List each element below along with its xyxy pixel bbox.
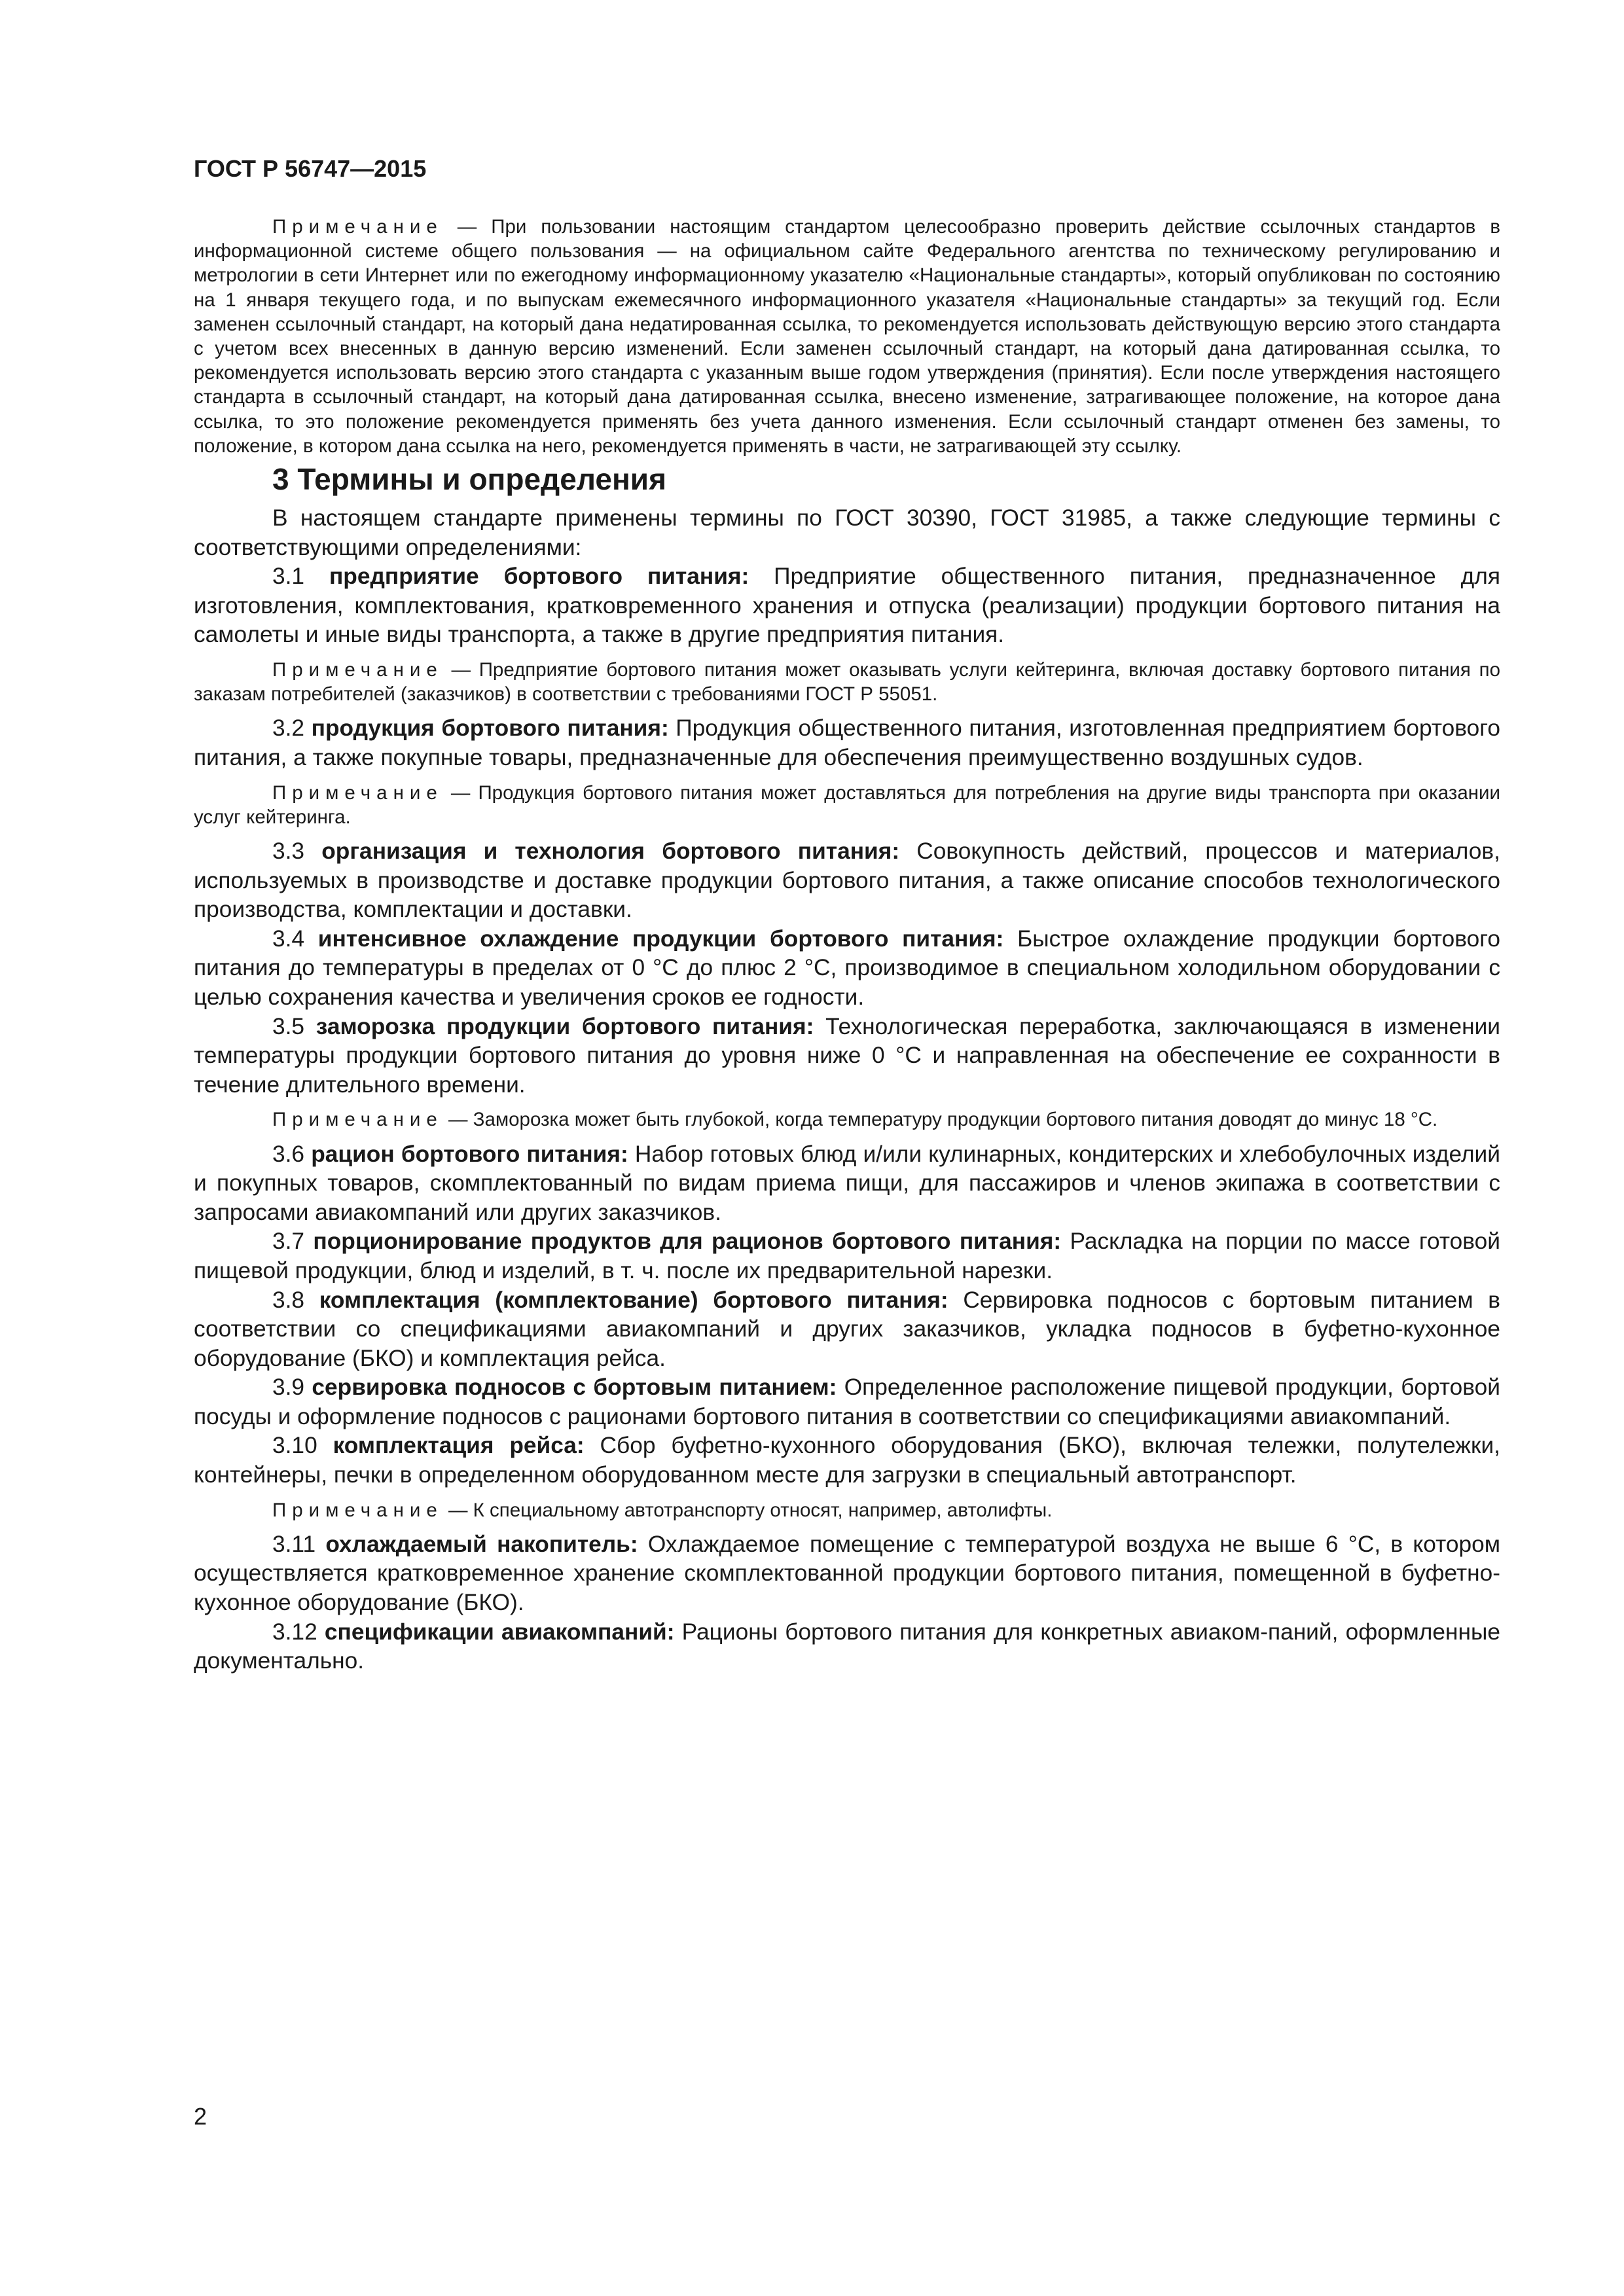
term-name: спецификации авиакомпаний: — [324, 1619, 675, 1645]
term-name: сервировка подносов с бортовым питанием: — [312, 1374, 837, 1401]
page-number: 2 — [194, 2103, 208, 2130]
term-definition: Определенное расположение пищевой продукции, бортовой посуды и оформление подносов с рационами бортового питания в соответствии со спецификациями авиакомпаний. — [194, 1374, 1501, 1429]
term-3-11 — [194, 1530, 1500, 1618]
note-label: Примечание — [272, 216, 443, 238]
note-3-5 — [194, 1107, 1500, 1132]
term-number: 3.12 — [272, 1619, 325, 1645]
term-definition: Рационы бортового питания для конкретных авиаком-паний, оформленные документально. — [194, 1619, 1500, 1674]
term-number: 3.3 — [272, 838, 322, 864]
term-number: 3.6 — [272, 1141, 312, 1167]
term-name: предприятие бортового питания: — [329, 564, 749, 590]
term-definition: Сервировка подносов с бортовым питанием в соответствии со спецификациями авиакомпаний и других заказчиков, укладка подносов в буфетно-кухонное оборудование (БКО) и комплектация рейса. — [194, 1287, 1500, 1371]
note-label: Примечание — [272, 659, 443, 681]
note-text: — Предприятие бортового питания может оказывать услуги кейтеринга, включая доставку бортового питания по заказам потребителей (заказчиков) в соответствии с требованиями ГОСТ Р 55051. — [194, 659, 1500, 706]
term-number: 3.10 — [272, 1433, 333, 1459]
document-header: ГОСТ Р 56747—2015 — [194, 155, 427, 182]
term-3-4 — [194, 925, 1500, 1013]
term-name: организация и технология бортового питания: — [321, 838, 900, 864]
term-name: порционирование продуктов для рационов бортового питания: — [313, 1229, 1062, 1255]
term-3-10 — [194, 1431, 1500, 1490]
term-3-12 — [194, 1618, 1500, 1676]
document-page — [194, 154, 1500, 1676]
term-name: комплектация (комплектование) бортового питания: — [319, 1287, 948, 1313]
note-text: — К специальному автотранспорту относят, например, автолифты. — [442, 1499, 1053, 1521]
term-number: 3.5 — [272, 1013, 316, 1039]
term-3-1 — [194, 562, 1500, 650]
term-number: 3.9 — [272, 1374, 312, 1401]
term-definition: Продукция общественного питания, изготовленная предприятием бортового питания, а также покупные товары, предназначенные для обеспечения преимущественно воздушных судов. — [194, 715, 1501, 770]
term-definition: Совокупность действий, процессов и материалов, используемых в производстве и доставке продукции бортового питания, а также описание способов технологического производства, комплектации и доставки. — [194, 838, 1500, 923]
note-label: Примечание — [272, 781, 443, 804]
term-definition: Набор готовых блюд и/или кулинарных, кондитерских и хлебобулочных изделий и покупных товаров, скомплектованный по видам приема пищи, для пассажиров и членов экипажа в соответствии с запросами авиакомпаний или других заказчиков. — [194, 1141, 1500, 1225]
term-number: 3.8 — [272, 1287, 319, 1313]
note-3-1 — [194, 658, 1500, 706]
term-3-3 — [194, 837, 1500, 925]
term-3-7 — [194, 1227, 1500, 1285]
term-definition: Раскладка на порции по массе готовой пищевой продукции, блюд и изделий, в т. ч. после их предварительной нарезки. — [194, 1229, 1500, 1283]
term-number: 3.11 — [272, 1531, 326, 1557]
term-definition: Быстрое охлаждение продукции бортового питания до температуры в пределах от 0 °С до плюс 2 °С, производимое в специальном холодильном оборудовании с целью сохранения качества и увеличения сроков ее годности. — [194, 925, 1500, 1010]
note-label: Примечание — [272, 1109, 443, 1131]
intro-note — [194, 215, 1500, 458]
term-3-5 — [194, 1013, 1500, 1100]
term-number: 3.2 — [272, 715, 312, 742]
note-label: Примечание — [272, 1499, 443, 1521]
section-title: 3 Термины и определения — [272, 462, 666, 497]
term-name: комплектация рейса: — [333, 1433, 585, 1459]
note-text: — При пользовании настоящим стандартом целесообразно проверить действие ссылочных стандартов в информационной системе общего пользования — на официальном сайте Федерального агентства по техническому регулированию и метрологии в сети Интернет или по ежегодному информационному указателю «Национальные стандарты», который опубликован по состоянию на 1 января текущего года, и по выпускам ежемесячного информационного указателя «Национальные стандарты» за текущий год. Если заменен ссылочный стандарт, на который дана недатированная ссылка, то рекомендуется использовать действующую версию этого стандарта с учетом всех внесенных в данную версию изменений. Если заменен ссылочный стандарт, на который дана датированная ссылка, то рекомендуется использовать версию этого стандарта с указанным выше годом утверждения (принятия). Если после утверждения настоящего стандарта в ссылочный стандарт, на который дана датированная ссылка, внесено изменение, затрагивающее положение, на которое дана ссылка, то это положение рекомендуется применять без учета данного изменения. Если ссылочный стандарт отменен без замены, то положение, в котором дана ссылка на него, рекомендуется применять в части, не затрагивающей эту ссылку. — [194, 216, 1500, 457]
term-definition: Предприятие общественного питания, предназначенное для изготовления, комплектования, кратковременного хранения и отпуска (реализации) продукции бортового питания на самолеты и иные виды транспорта, а также в другие предприятия питания. — [194, 564, 1500, 648]
term-3-8 — [194, 1286, 1500, 1374]
term-name: рацион бортового питания: — [311, 1141, 628, 1167]
term-name: заморозка продукции бортового питания: — [316, 1013, 814, 1039]
term-3-2 — [194, 714, 1500, 772]
note-3-10 — [194, 1498, 1500, 1522]
term-3-9 — [194, 1373, 1500, 1431]
term-name: продукция бортового питания: — [311, 715, 669, 742]
note-text: — Заморозка может быть глубокой, когда температуру продукции бортового питания доводят до минус 18 °С. — [442, 1109, 1438, 1131]
term-number: 3.4 — [272, 925, 318, 952]
note-text: — Продукция бортового питания может доставляться для потребления на другие виды транспорта при оказании услуг кейтеринга. — [194, 781, 1500, 828]
term-name: охлаждаемый накопитель: — [325, 1531, 638, 1557]
term-definition: Сбор буфетно-кухонного оборудования (БКО), включая тележки, полутележки, контейнеры, печки в определенном оборудованном месте для загрузки в специальный автотранспорт. — [194, 1433, 1500, 1488]
term-definition: Технологическая переработка, заключающаяся в изменении температуры продукции бортового питания до уровня ниже 0 °С и направленная на обеспечение ее сохранности в течение длительного времени. — [194, 1013, 1500, 1098]
term-name: интенсивное охлаждение продукции бортового питания: — [317, 925, 1004, 952]
section-intro: В настоящем стандарте применены термины по ГОСТ 30390, ГОСТ 31985, а также следующие термины с соответствующими определениями: — [194, 505, 1500, 560]
term-number: 3.7 — [272, 1229, 314, 1255]
term-number: 3.1 — [272, 564, 329, 590]
term-3-6 — [194, 1140, 1500, 1228]
term-definition: Охлаждаемое помещение с температурой воздуха не выше 6 °С, в котором осуществляется кратковременное хранение скомплектованной продукции бортового питания, помещенной в буфетно-кухонное оборудование (БКО). — [194, 1531, 1501, 1616]
note-3-2 — [194, 781, 1500, 829]
